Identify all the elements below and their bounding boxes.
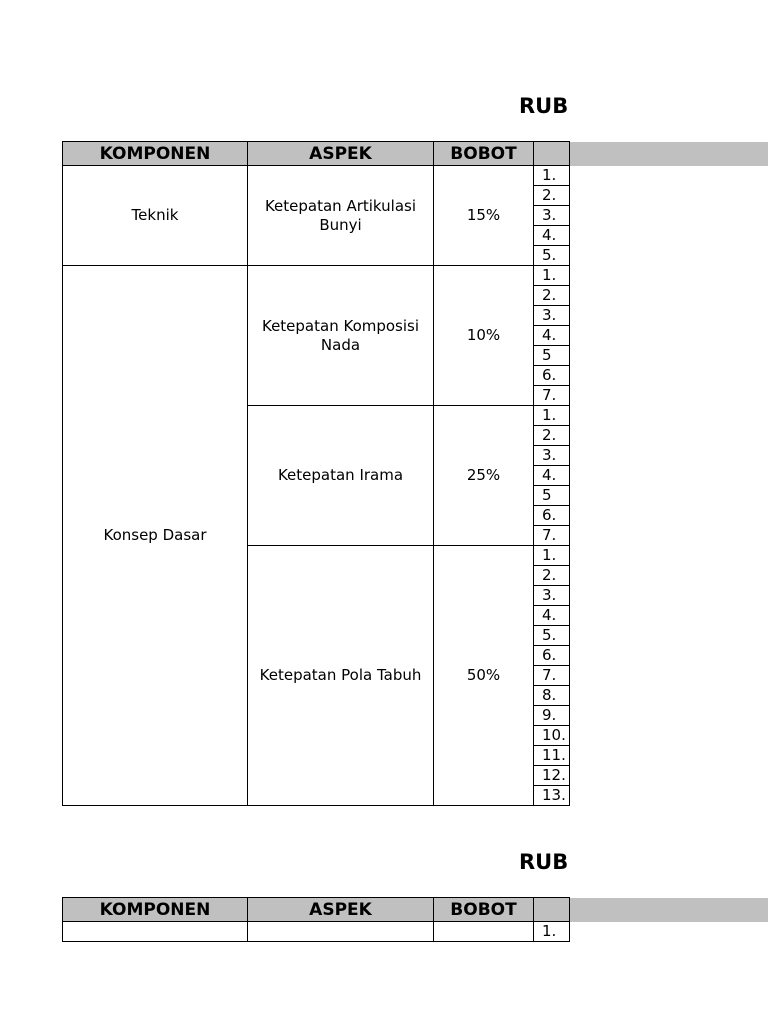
header-bobot: BOBOT [434, 142, 534, 166]
table-row [63, 922, 570, 942]
indikator-cell: 2. [534, 186, 570, 206]
aspek-cell: Ketepatan Komposisi Nada [248, 266, 434, 406]
indikator-cell: 6. [534, 506, 570, 526]
indikator-cell: 6. [534, 366, 570, 386]
header-aspek: ASPEK [248, 142, 434, 166]
header-aspek: ASPEK [248, 898, 434, 922]
indikator-cell: 7. [534, 526, 570, 546]
aspek-cell: Ketepatan Pola Tabuh [248, 546, 434, 806]
indikator-cell: 12. [534, 766, 570, 786]
bobot-cell: 10% [434, 266, 534, 406]
table-body [63, 166, 570, 806]
rubric-title-1: RUB [519, 94, 569, 118]
rubric-table-1 [62, 141, 570, 806]
indikator-cell: 8. [534, 686, 570, 706]
indikator-cell: 3. [534, 306, 570, 326]
indikator-cell: 2. [534, 426, 570, 446]
page-break-mask [0, 942, 768, 1024]
aspek-cell: Ketepatan Irama [248, 406, 434, 546]
indikator-cell: 5 [534, 346, 570, 366]
indikator-cell: 1. [534, 166, 570, 186]
bobot-cell: 25% [434, 406, 534, 546]
indikator-cell: 10. [534, 726, 570, 746]
indikator-cell: 5. [534, 246, 570, 266]
aspek-cell [248, 922, 434, 942]
indikator-cell: 6. [534, 646, 570, 666]
indikator-cell: 7. [534, 386, 570, 406]
indikator-cell: 4. [534, 326, 570, 346]
indikator-cell: 11. [534, 746, 570, 766]
table-header-row [63, 898, 570, 922]
indikator-cell: 1. [534, 266, 570, 286]
indikator-cell: 1. [534, 546, 570, 566]
rubric-title-2: RUB [519, 850, 569, 874]
table-row [63, 166, 570, 186]
rubric-table-2 [62, 897, 570, 942]
bobot-cell [434, 922, 534, 942]
indikator-cell: 4. [534, 606, 570, 626]
indikator-cell: 4. [534, 226, 570, 246]
indikator-cell: 5. [534, 626, 570, 646]
header-indikator [534, 142, 570, 166]
komponen-cell [63, 922, 248, 942]
header-band-2 [568, 898, 768, 922]
indikator-cell: 2. [534, 286, 570, 306]
header-bobot: BOBOT [434, 898, 534, 922]
header-band-1 [568, 142, 768, 166]
indikator-cell: 2. [534, 566, 570, 586]
header-komponen: KOMPONEN [63, 142, 248, 166]
table-row [63, 266, 570, 286]
bobot-cell: 50% [434, 546, 534, 806]
indikator-cell: 5 [534, 486, 570, 506]
komponen-cell: Konsep Dasar [63, 266, 248, 806]
header-komponen: KOMPONEN [63, 898, 248, 922]
indikator-cell: 3. [534, 446, 570, 466]
indikator-cell: 1. [534, 406, 570, 426]
header-indikator [534, 898, 570, 922]
indikator-cell: 7. [534, 666, 570, 686]
indikator-cell: 13. [534, 786, 570, 806]
table-header-row [63, 142, 570, 166]
aspek-cell: Ketepatan Artikulasi Bunyi [248, 166, 434, 266]
indikator-cell: 3. [534, 206, 570, 226]
bobot-cell: 15% [434, 166, 534, 266]
indikator-cell: 9. [534, 706, 570, 726]
indikator-cell: 4. [534, 466, 570, 486]
indikator-cell: 1. [534, 922, 570, 942]
indikator-cell: 3. [534, 586, 570, 606]
komponen-cell: Teknik [63, 166, 248, 266]
